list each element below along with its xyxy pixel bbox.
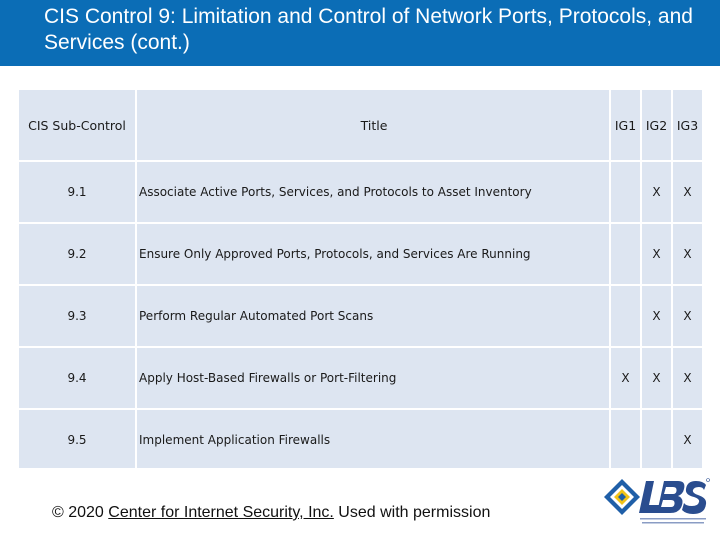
- table-header-row: [19, 90, 702, 161]
- sub-control-id: 9.2: [19, 223, 136, 285]
- copyright-suffix: Used with permission: [333, 504, 491, 521]
- lbs-logo-icon: [602, 475, 710, 527]
- ig1-mark: [610, 285, 641, 347]
- ig1-mark: [610, 223, 641, 285]
- sub-control-title: Apply Host-Based Firewalls or Port-Filtering: [136, 347, 610, 409]
- ig3-mark: X: [672, 347, 702, 409]
- sub-control-table: [19, 90, 702, 468]
- ig3-mark: X: [672, 223, 702, 285]
- sub-control-id: 9.1: [19, 161, 136, 223]
- table-row: [19, 285, 702, 347]
- ig3-mark: X: [672, 285, 702, 347]
- table-row: [19, 409, 702, 470]
- ig1-mark: X: [610, 347, 641, 409]
- column-header-ig1: IG1: [610, 90, 641, 161]
- sub-control-title: Perform Regular Automated Port Scans: [136, 285, 610, 347]
- ig2-mark: X: [641, 285, 672, 347]
- column-header-ig2: IG2: [641, 90, 672, 161]
- ig1-mark: [610, 409, 641, 470]
- sub-control-id: 9.5: [19, 409, 136, 470]
- table-row: [19, 347, 702, 409]
- ig2-mark: X: [641, 223, 672, 285]
- title-bar: [0, 0, 720, 66]
- column-header-ig3: IG3: [672, 90, 702, 161]
- column-header-title: Title: [136, 90, 610, 161]
- ig1-mark: [610, 161, 641, 223]
- sub-control-id: 9.4: [19, 347, 136, 409]
- table: [19, 90, 702, 470]
- column-header-sub-control: CIS Sub-Control: [19, 90, 136, 161]
- sub-control-id: 9.3: [19, 285, 136, 347]
- table-row: [19, 223, 702, 285]
- cis-link[interactable]: Center for Internet Security, Inc.: [108, 504, 334, 521]
- ig2-mark: X: [641, 347, 672, 409]
- table-row: [19, 161, 702, 223]
- ig3-mark: X: [672, 409, 702, 470]
- copyright-prefix: © 2020: [52, 504, 109, 521]
- sub-control-title: Ensure Only Approved Ports, Protocols, and Services Are Running: [136, 223, 610, 285]
- copyright-footer: [52, 504, 490, 522]
- sub-control-title: Associate Active Ports, Services, and Protocols to Asset Inventory: [136, 161, 610, 223]
- ig2-mark: [641, 409, 672, 470]
- sub-control-title: Implement Application Firewalls: [139, 433, 331, 447]
- ig2-mark: X: [641, 161, 672, 223]
- ig3-mark: X: [672, 161, 702, 223]
- page-title: CIS Control 9: Limitation and Control of Network Ports, Protocols, and Services (cont.): [44, 5, 693, 54]
